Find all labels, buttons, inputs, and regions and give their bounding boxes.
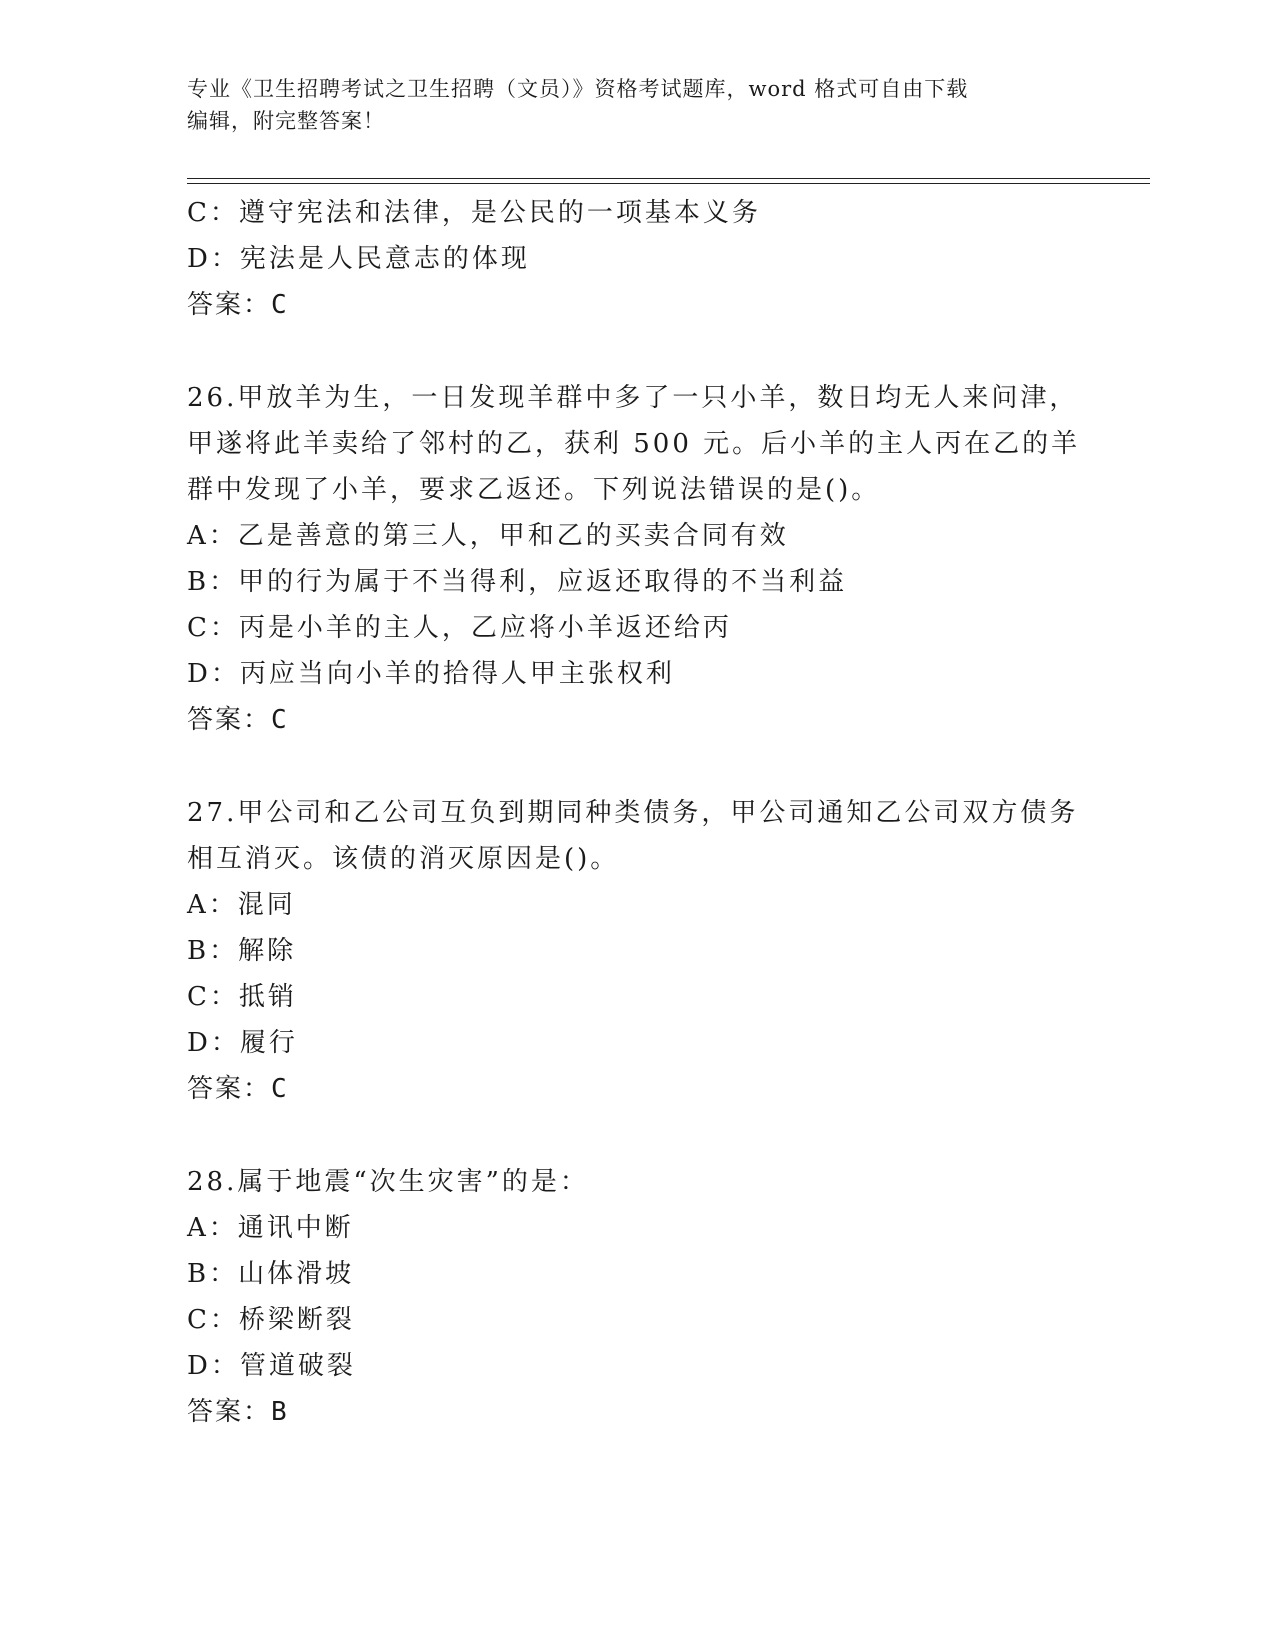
option-d: D：丙应当向小羊的拾得人甲主张权利: [187, 659, 675, 689]
document-header: [187, 73, 1087, 137]
answer-label: 答案：: [187, 1074, 272, 1104]
question-28: [187, 1159, 1087, 1435]
option-d: D：管道破裂: [187, 1351, 356, 1381]
document-body: [187, 190, 1087, 1435]
question-27: [187, 790, 1087, 1112]
option-a: A：通讯中断: [187, 1213, 354, 1243]
answer-value: C: [271, 290, 289, 320]
question-text-line: 26.甲放羊为生，一日发现羊群中多了一只小羊，数日均无人来问津，: [187, 383, 1079, 413]
question-text-line: 相互消灭。该债的消灭原因是()。: [187, 844, 620, 874]
answer-line: [187, 1066, 1087, 1112]
question-text-line: 27.甲公司和乙公司互负到期同种类债务，甲公司通知乙公司双方债务: [187, 798, 1079, 828]
option-b: B：甲的行为属于不当得利，应返还取得的不当利益: [187, 567, 848, 597]
spacer: [187, 1112, 1087, 1159]
question-text-line: 28.属于地震“次生灾害”的是：: [187, 1167, 589, 1197]
option-d: D：履行: [187, 1028, 298, 1058]
answer-label: 答案：: [187, 705, 272, 735]
answer-line: [187, 697, 1087, 743]
option-a: A：乙是善意的第三人，甲和乙的买卖合同有效: [187, 521, 789, 551]
answer-value: B: [271, 1397, 289, 1427]
answer-line: [187, 1389, 1087, 1435]
question-text-line: 甲遂将此羊卖给了邻村的乙，获利 500 元。后小羊的主人丙在乙的羊: [187, 429, 1081, 459]
header-line-1: 专业《卫生招聘考试之卫生招聘（文员）》资格考试题库，word 格式可自由下载: [187, 77, 969, 101]
header-divider-top: [187, 178, 1150, 179]
answer-label: 答案：: [187, 290, 272, 320]
header-line-2: 编辑，附完整答案！: [187, 109, 385, 133]
answer-value: C: [271, 1074, 289, 1104]
question-text-line: 群中发现了小羊，要求乙返还。下列说法错误的是()。: [187, 475, 881, 505]
question-25-tail: [187, 190, 1087, 328]
spacer: [187, 743, 1087, 790]
option-d: D：宪法是人民意志的体现: [187, 244, 530, 274]
option-c: C：丙是小羊的主人，乙应将小羊返还给丙: [187, 613, 732, 643]
header-divider-bottom: [187, 183, 1150, 184]
option-b: B：解除: [187, 936, 297, 966]
option-c: C：遵守宪法和法律，是公民的一项基本义务: [187, 198, 761, 228]
spacer: [187, 328, 1087, 375]
answer-label: 答案：: [187, 1397, 272, 1427]
answer-value: C: [271, 705, 289, 735]
option-a: A：混同: [187, 890, 296, 920]
option-c: C：抵销: [187, 982, 297, 1012]
answer-line: [187, 282, 1087, 328]
option-b: B：山体滑坡: [187, 1259, 355, 1289]
option-c: C：桥梁断裂: [187, 1305, 355, 1335]
question-26: [187, 375, 1087, 743]
